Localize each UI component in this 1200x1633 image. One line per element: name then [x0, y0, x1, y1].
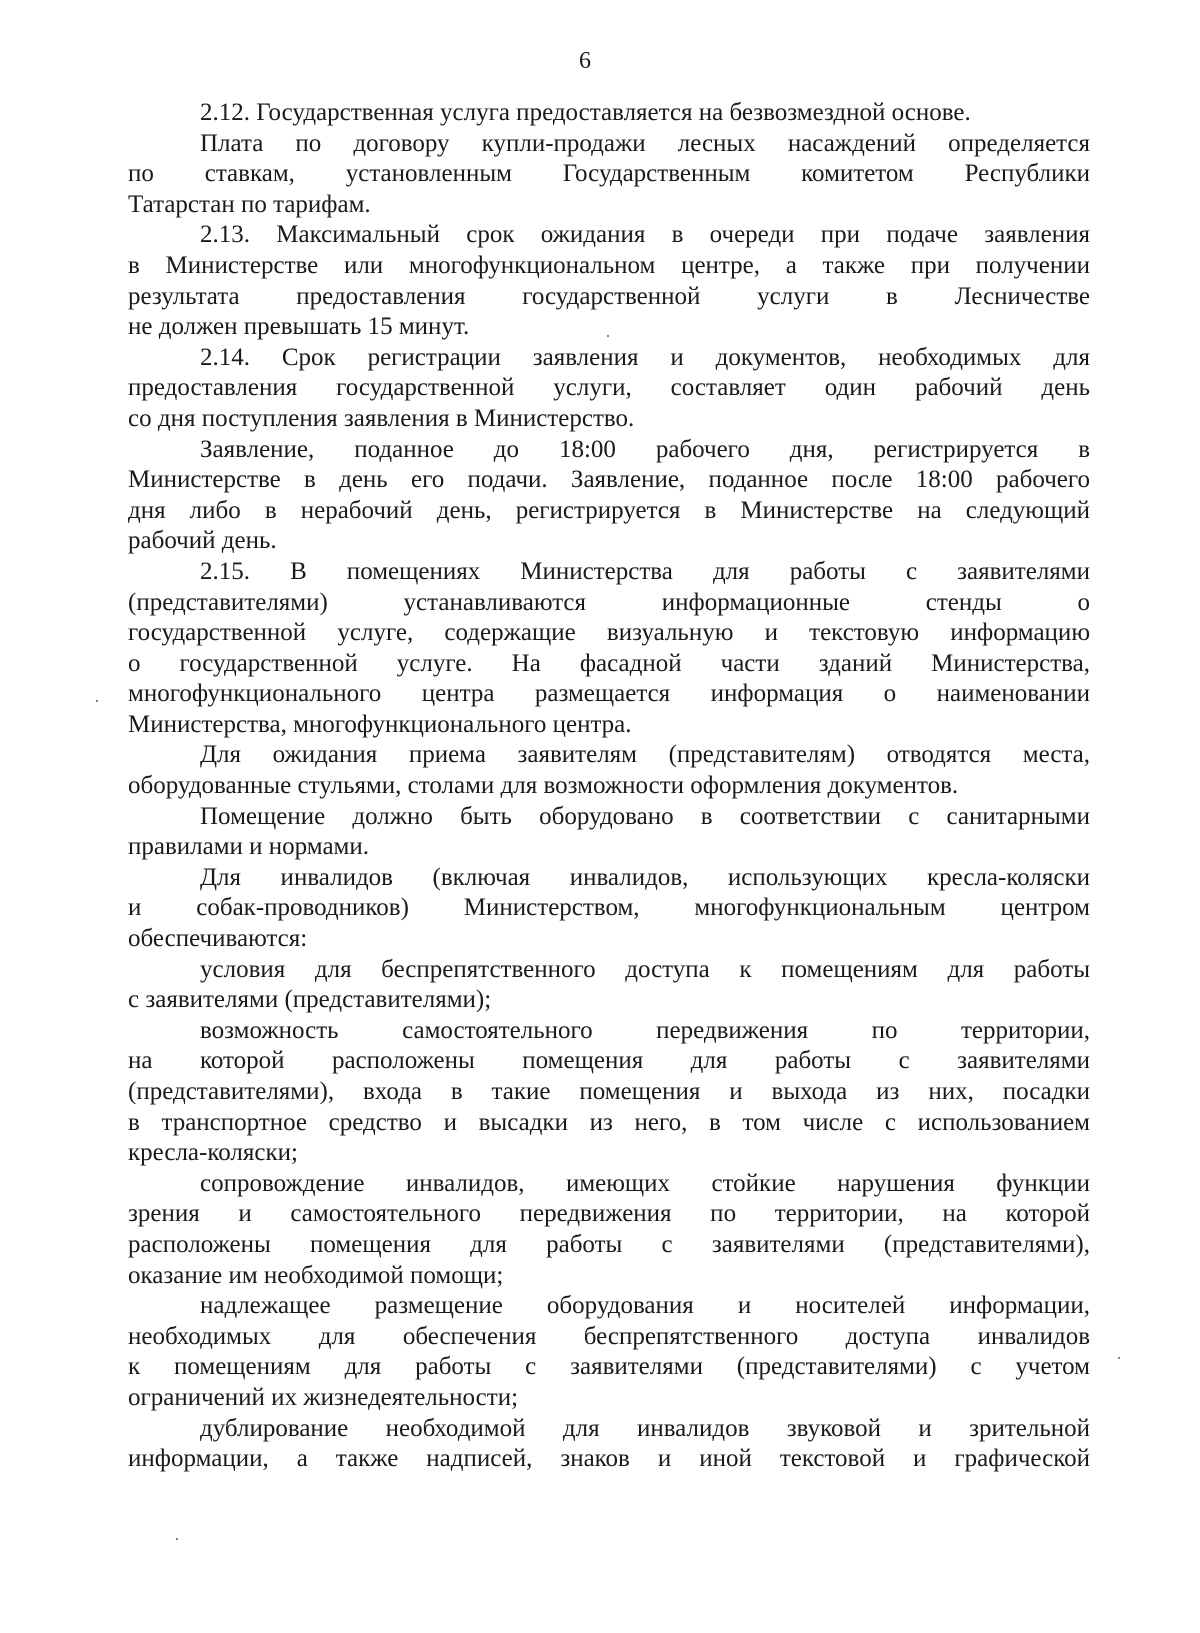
text-line: 2.12. Государственная услуга предоставляется на безвозмездной основе.: [200, 99, 971, 126]
text-line: и собак-проводников) Министерством, многофункциональным центром: [128, 894, 1090, 922]
scan-speck: [1118, 1357, 1120, 1359]
text-line: Помещение должно быть оборудовано в соответствии с санитарными: [200, 802, 1090, 830]
text-line: правилами и нормами.: [128, 833, 370, 861]
paragraph-2-12: [128, 98, 1090, 129]
text-line: не должен превышать 15 минут.: [128, 313, 470, 341]
text-line: многофункционального центра размещается информация о наименовании: [128, 680, 1090, 708]
text-line: (представителями) устанавливаются информационные стенды о: [128, 588, 1090, 616]
text-line: 2.15. В помещениях Министерства для работы с заявителями: [200, 557, 1090, 585]
text-line: зрения и самостоятельного передвижения по территории, на которой: [128, 1200, 1090, 1228]
text-line: условия для беспрепятственного доступа к помещениям для работы: [200, 955, 1090, 983]
text-line: с заявителями (представителями);: [128, 986, 492, 1014]
text-line: о государственной услуге. На фасадной части зданий Министерства,: [128, 649, 1090, 677]
document-body: [128, 98, 1090, 1475]
text-line: Заявление, поданное до 18:00 рабочего дня, регистрируется в: [200, 435, 1090, 463]
scan-speck: [176, 1538, 178, 1540]
text-line: в Министерстве или многофункциональном центре, а также при получении: [128, 251, 1090, 279]
scan-speck: [607, 335, 609, 337]
text-line: 2.14. Срок регистрации заявления и документов, необходимых для: [200, 343, 1090, 371]
text-line: Для ожидания приема заявителям (представителям) отводятся места,: [200, 741, 1090, 769]
text-line: возможность самостоятельного передвижения по территории,: [200, 1016, 1090, 1044]
text-line: ограничений их жизнедеятельности;: [128, 1383, 519, 1411]
text-line: государственной услуге, содержащие визуальную и текстовую информацию: [128, 619, 1090, 647]
text-line: (представителями), входа в такие помещения и выхода из них, посадки: [128, 1078, 1090, 1105]
paragraph-conditions: [128, 955, 1090, 1016]
text-line: кресла-коляски;: [128, 1139, 298, 1167]
paragraph-registration: [128, 435, 1090, 557]
paragraph-movement: [128, 1016, 1090, 1169]
paragraph-2-14: [128, 343, 1090, 435]
text-line: Татарстан по тарифам.: [128, 190, 371, 218]
paragraph-payment: [128, 129, 1090, 221]
scan-speck: [96, 700, 98, 702]
text-line: 2.13. Максимальный срок ожидания в очереди при подаче заявления: [200, 221, 1090, 249]
text-line: дня либо в нерабочий день, регистрируется в Министерстве на следующий: [128, 496, 1090, 524]
text-line: к помещениям для работы с заявителями (представителями) с учетом: [128, 1353, 1090, 1381]
text-line: оборудованные стульями, столами для возможности оформления документов.: [128, 772, 959, 800]
text-line: расположены помещения для работы с заявителями (представителями),: [128, 1230, 1090, 1258]
paragraph-disabled: [128, 863, 1090, 955]
text-line: сопровождение инвалидов, имеющих стойкие нарушения функции: [200, 1169, 1090, 1197]
text-line: на которой расположены помещения для работы с заявителями: [128, 1047, 1090, 1075]
text-line: по ставкам, установленным Государственным комитетом Республики: [128, 160, 1090, 188]
text-line: дублирование необходимой для инвалидов звуковой и зрительной: [200, 1414, 1090, 1442]
paragraph-premises: [128, 802, 1090, 863]
text-line: Министерства, многофункционального центра.: [128, 710, 632, 738]
text-line: информации, а также надписей, знаков и иной текстовой и графической: [128, 1445, 1090, 1473]
text-line: надлежащее размещение оборудования и носителей информации,: [200, 1292, 1090, 1320]
text-line: необходимых для обеспечения беспрепятственного доступа инвалидов: [128, 1322, 1090, 1350]
paragraph-equipment: [128, 1291, 1090, 1413]
paragraph-duplication: [128, 1414, 1090, 1475]
text-line: оказание им необходимой помощи;: [128, 1261, 504, 1289]
page-number: 6: [579, 48, 591, 74]
text-line: обеспечиваются:: [128, 925, 308, 953]
text-line: результата предоставления государственной услуги в Лесничестве: [128, 282, 1090, 310]
text-line: Министерстве в день его подачи. Заявление, поданное после 18:00 рабочего: [128, 466, 1090, 494]
text-line: рабочий день.: [128, 527, 277, 555]
text-line: в транспортное средство и высадки из него, в том числе с использованием: [128, 1108, 1090, 1136]
text-line: со дня поступления заявления в Министерство.: [128, 404, 635, 432]
paragraph-2-13: [128, 220, 1090, 342]
paragraph-escort: [128, 1169, 1090, 1291]
text-line: предоставления государственной услуги, составляет один рабочий день: [128, 374, 1090, 402]
paragraph-2-15: [128, 557, 1090, 741]
paragraph-waiting: [128, 740, 1090, 801]
text-line: Плата по договору купли-продажи лесных насаждений определяется: [200, 129, 1090, 157]
text-line: Для инвалидов (включая инвалидов, использующих кресла-коляски: [200, 863, 1090, 891]
